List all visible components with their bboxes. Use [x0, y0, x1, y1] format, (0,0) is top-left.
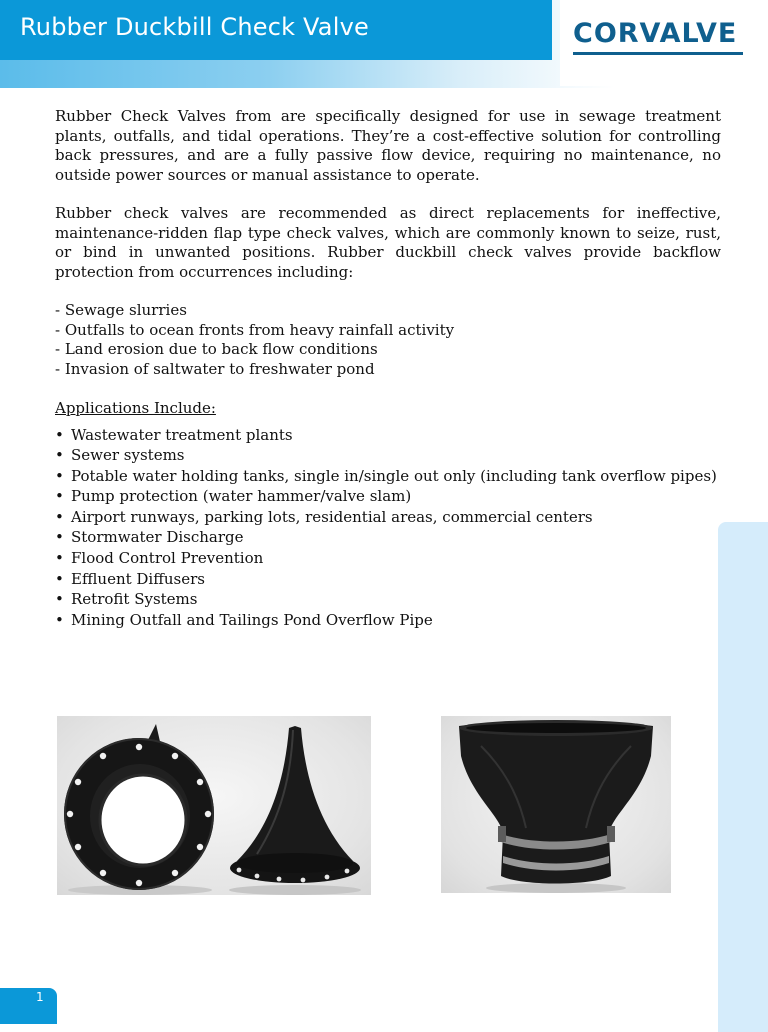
intro-paragraph-1: Rubber Check Valves from are specifically designed for use in sewage treatment plants, outfalls, and tidal operations. They’re a cost-effective solution for controlling back pressures, and are a fully passive flow device, requiring no maintenance, no outside power sources or manual assistance to operate. [55, 107, 721, 184]
logo-text: CORVALVE [573, 18, 738, 49]
intro-paragraph-2: Rubber check valves are recommended as direct replacements for ineffective, maintenance-ridden flap type check valves, which are commonly known to seize, rust, or bind in unwanted positions. Rubber duckbill check valves provide backflow protection from occurrences including: [55, 204, 721, 281]
page-number: 1 [36, 990, 44, 1004]
applications-list [55, 425, 721, 631]
list-item: • Airport runways, parking lots, residential areas, commercial centers [55, 507, 721, 528]
logo [560, 0, 768, 86]
applications-heading: Applications Include: [55, 399, 216, 417]
list-item: • Stormwater Discharge [55, 527, 721, 548]
list-item: • Retrofit Systems [55, 589, 721, 610]
list-item: - Land erosion due to back flow conditions [55, 340, 378, 358]
list-item: • Flood Control Prevention [55, 548, 721, 569]
list-item: • Potable water holding tanks, single in/single out only (including tank overflow pipes) [55, 466, 721, 487]
list-item: - Invasion of saltwater to freshwater pond [55, 359, 375, 378]
list-item: - Sewage slurries [55, 301, 187, 319]
list-item: • Effluent Diffusers [55, 569, 721, 590]
duckbill-valve-flanged-photo [57, 716, 371, 895]
list-item: • Pump protection (water hammer/valve slam) [55, 486, 721, 507]
occurrence-list [55, 301, 721, 379]
list-item: • Sewer systems [55, 445, 721, 466]
duckbill-valve-slip-on-photo [441, 716, 671, 893]
flanged-valve-illustration [57, 716, 371, 895]
side-accent-panel [718, 522, 768, 1032]
logo-underline [573, 52, 743, 55]
slip-on-valve-illustration [441, 716, 671, 893]
page-number-tab [0, 988, 57, 1024]
main-content [55, 107, 721, 630]
title-bar [0, 0, 552, 60]
list-item: • Wastewater treatment plants [55, 425, 721, 446]
list-item: - Outfalls to ocean fronts from heavy rainfall activity [55, 320, 455, 339]
page-title: Rubber Duckbill Check Valve [20, 13, 369, 41]
list-item: • Mining Outfall and Tailings Pond Overflow Pipe [55, 610, 721, 631]
